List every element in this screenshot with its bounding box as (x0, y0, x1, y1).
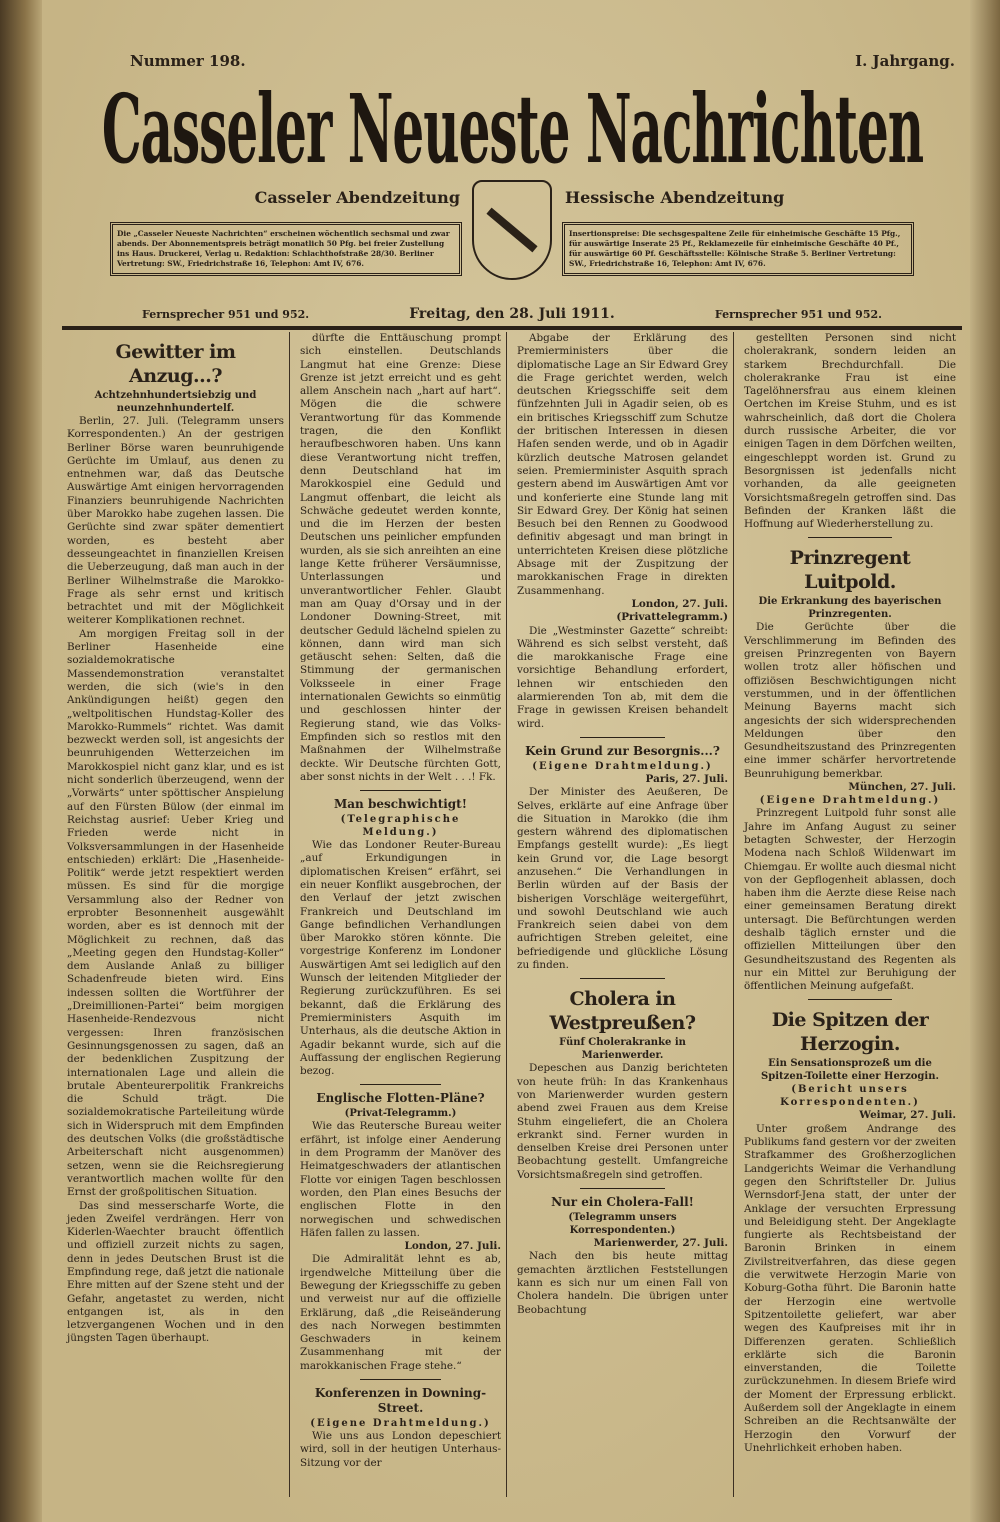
headline: Konferenzen in Downing-Street. (314, 1386, 487, 1416)
divider (360, 1084, 440, 1085)
subheadline: (Telegraphische Meldung.) (340, 814, 461, 839)
subtitle-left: Casseler Abendzeitung (254, 188, 460, 207)
article-paragraph: Wie uns aus London depeschiert wird, soll in der heutigen Unterhaus-Sitzung vor der (300, 1430, 501, 1469)
article-paragraph: Berlin, 27. Juli. (Telegramm unsers Korrespondenten.) An der gestrigen Berliner Börse waren beunruhigende Gerüchte im Umlauf, aus denen zu entnehmen war, daß das Deutsche Auswärtige Amt einigen hervorragenden Finanziers beunruhigende Nachrichten über Marokko habe zugehen lassen. Die Gerüchte sind zwar später dementiert worden, es besteht aber desseungeachtet in finanziellen Kreisen die Ueberzeugung, daß man auch in der Berliner Wilhelmstraße die Marokko-Frage als sehr ernst und kritisch betrachtet und mit der Möglichkeit weiterer Komplikationen rechnet. (67, 415, 284, 627)
column-3 (512, 332, 734, 1497)
page-edge (970, 0, 1000, 1522)
subheadline: Achtzehnhundertsiebzig und neunzehnhundertelf. (94, 390, 257, 414)
binding-edge (0, 0, 42, 1522)
subheadline: (Bericht unsers Korrespondenten.) (780, 1084, 920, 1109)
article-paragraph: Wie das Reutersche Bureau weiter erfährt, ist infolge einer Aenderung in dem Programm der Manöver des Heimatgeschwaders der atlantischen Flotte vor einigen Tagen beschlossen worden, den Plan eines Besuchs der englischen Flotte in den norwegischen und schwedischen Häfen fallen zu lassen. (300, 1120, 501, 1239)
article-columns (62, 332, 962, 1497)
divider (580, 978, 664, 979)
headline: Gewitter im Anzug...? (115, 341, 236, 387)
phone-left: Fernsprecher 951 und 952. (142, 308, 310, 321)
subheadline: Fünf Cholerakranke in Marienwerder. (559, 1037, 686, 1062)
dateline (62, 306, 962, 330)
divider (808, 999, 893, 1000)
subheadline: Die Erkrankung des bayerischen Prinzregenten. (758, 596, 942, 621)
divider (580, 737, 664, 738)
dateline-place: Weimar, 27. Juli. (859, 1109, 956, 1122)
article-paragraph: Depeschen aus Danzig berichteten von heute früh: In das Krankenhaus von Marienwerder wurden gestern abend zwei Frauen aus dem Kreise Stuhm eingeliefert, die an Cholera erkrankt sind. Ferner wurden in denselben Kreise drei Personen unter Beobachtung gestellt. Umfangreiche Vorsichtsmaßregeln sind getroffen. (517, 1062, 728, 1181)
subscription-info-box: Die „Casseler Neueste Nachrichten“ erscheinen wöchentlich sechsmal und zwar abends. Der Abonnementspreis beträgt monatlich 50 Pfg. bei freier Zustellung ins Haus. Druckerei, Verlag u. Redaktion: Schlachthofstraße 28/30. Berliner Vertretung: SW., Friedrichstraße 16, Telephon: Amt IV, 676. (110, 222, 462, 276)
dateline-place: London, 27. Juli. (404, 1240, 501, 1253)
article-paragraph: Die Gerüchte über die Verschlimmerung im Befinden des greisen Prinzregenten von Bayern wollen trotz aller höfischen und offiziösen Beschwichtigungen nicht verstummen, und in der öffentlichen Meinung Bayerns macht sich angesichts der sich widersprechenden Meldungen über den Gesundheitszustand des Prinzregenten eine immer schärfer hervortretende Beunruhigung bemerkbar. (744, 621, 956, 780)
headline: Nur ein Cholera-Fall! (551, 1195, 694, 1210)
dateline-place: Paris, 27. Juli. (645, 772, 728, 785)
subtitle-right: Hessische Abendzeitung (565, 188, 785, 207)
column-1 (62, 332, 290, 1497)
issue-number: Nummer 198. (130, 52, 246, 70)
article-paragraph: Der Minister des Aeußeren, De Selves, erklärte auf eine Anfrage über die Situation in Marokko (die ihm gestern während des diplomatischen Empfangs gestellt wurde): „Es liegt kein Grund vor, die Lage besorgt anzusehen.“ Die Verhandlungen in Berlin würden auf der Basis der bisherigen Vorschläge weitergeführt, und sowohl Deutschland wie auch Frankreich seien dabei von dem aufrichtigen Streben geleitet, eine befriedigende und glückliche Lösung zu finden. (517, 786, 728, 972)
divider (360, 1379, 440, 1380)
dateline-place: London, 27. Juli. (Privattelegramm.) (616, 597, 728, 624)
article-paragraph: Unter großem Andrange des Publikums fand gestern vor der zweiten Strafkammer des Großherzoglichen Landgerichts Weimar die Verhandlung gegen den Schriftsteller Dr. Julius Wernsdorf-Jena statt, der unter der Anklage der versuchten Erpressung und Beleidigung steht. Der Angeklagte fungierte als Rechtsbeistand der Baronin Brinken in einem Zivilstreitverfahren, das diese gegen die verwitwete Herzogin Marie von Koburg-Gotha führt. Die Baronin hatte der Herzogin eine wertvolle Spitzentoilette geliefert, war aber wegen des Kaufpreises mit ihr in Differenzen geraten. Schließlich erklärte sich die Baronin einverstanden, die Toilette zurückzunehmen. In diesem Briefe wird der Moment der Erpressung erblickt. Außerdem soll der Angeklagte in einem Schreiben an die Rechtsanwälte der Herzogin den Vorwurf der Unehrlichkeit erhoben haben. (744, 1122, 956, 1454)
headline: Kein Grund zur Besorgnis...? (525, 743, 720, 758)
subheadline: Ein Sensationsprozeß um die Spitzen-Toilette einer Herzogin. (761, 1058, 939, 1083)
headline: Die Spitzen der Herzogin. (771, 1009, 929, 1056)
advertising-info-box: Insertionspreise: Die sechsgespaltene Zeile für einheimische Geschäfte 15 Pfg., für auswärtige Inserate 25 Pf., Reklamezeile für einheimische Geschäfte 40 Pf., für auswärtige 60 Pf. Geschäftsstelle: Kölnische Straße 5. Berliner Vertretung: SW., Friedrichstraße 16, Telephon: Amt IV, 676. (562, 222, 914, 276)
dateline-place: Marienwerder, 27. Juli. (593, 1237, 728, 1250)
article-paragraph: Abgabe der Erklärung des Premierministers über die diplomatische Lage an Sir Edward Grey die Frage gerichtet werden, welch deutschen Kriegsschiffe seit dem fünfzehnten Juli in Agadir seien, ob es ein britisches Kriegsschiff zum Schutze der britischen Interessen in diesen Hafen senden werde, und ob in Agadir kürzlich deutsche Matrosen gelandet seien. Premierminister Asquith sprach gestern abend im Auswärtigen Amt vor und konferierte eine Stunde lang mit Sir Edward Grey. Der König hat seinen Besuch bei den Rennen zu Goodwood definitiv abgesagt und man bringt in unterrichteten Kreisen diese plötzliche Absage mit der Zuspitzung der marokkanischen Frage in direkten Zusammenhang. (517, 332, 728, 597)
headline: Cholera in Westpreußen? (549, 988, 696, 1035)
issue-date: Freitag, den 28. Juli 1911. (409, 306, 615, 322)
divider (360, 790, 440, 791)
subheadline: (Eigene Drahtmeldung.) (310, 1418, 491, 1430)
dateline-place: München, 27. Juli. (848, 781, 956, 794)
phone-right: Fernsprecher 951 und 952. (714, 308, 882, 321)
coat-of-arms-icon (472, 180, 552, 280)
volume-number: I. Jahrgang. (855, 52, 955, 70)
headline: Man beschwichtigt! (334, 797, 467, 812)
article-paragraph: Wie das Londoner Reuter-Bureau „auf Erkundigungen in diplomatischen Kreisen“ erfährt, sei ein neuer Konflikt ausgebrochen, der den Verlauf der jetzt zwischen Frankreich und Deutschland im Gange befindlichen Verhandlungen über Marokko stören könnte. Die vorgestrige Konferenz im Londoner Auswärtigen Amt sei lediglich auf den Wunsch der leitenden Mitglieder der Regierung zurückzuführen. Es sei bekannt, daß die Erklärung des Premierministers Asquith im Unterhaus, als die deutsche Aktion in Agadir bekannt wurde, sich auf die Auffassung der englischen Regierung bezog. (300, 839, 501, 1078)
divider (808, 537, 893, 538)
divider (580, 1188, 664, 1189)
subheadline: (Privat-Telegramm.) (344, 1108, 457, 1120)
headline: Englische Flotten-Pläne? (316, 1091, 485, 1106)
subheadline: (Telegramm unsers Korrespondenten.) (568, 1212, 677, 1237)
article-paragraph: dürfte die Enttäuschung prompt sich einstellen. Deutschlands Langmut hat eine Grenze: Diese Grenze ist jetzt erreicht und es geht allem Anschein nach „hart auf hart“. Mögen die die schwere Verantwortung für das Kommende tragen, die den Konflikt heraufbeschworen haben. Uns kann diese Verantwortung nicht treffen, denn Deutschland hat im Marokkospiel eine Geduld und Langmut offenbart, die leicht als Schwäche gedeutet werden konnte, und die im Herzen der besten Deutschen uns peinlicher empfunden wurden, als sie sich anreihten an eine lange Kette früherer Versäumnisse, Unterlassungen und unverantwortlicher Fehler. Glaubt man am Quay d'Orsay und in der Londoner Downing-Street, mit deutscher Geduld lächelnd spielen zu können, dann wird man sich getäuscht sehen: Selten, daß die Stimmung der germanischen Volksseele in einer Frage internationalen Gewichts so einmütig und geschlossen hinter der Regierung stand, wie das Volks-Empfinden sich so restlos mit den Maßnahmen der Wilhelmstraße deckte. Wir Deutsche fürchten Gott, aber sonst nichts in der Welt . . .! Fk. (300, 332, 501, 783)
headline: Prinzregent Luitpold. (789, 547, 911, 594)
article-paragraph: gestellten Personen sind nicht cholerakrank, sondern leiden an starkem Brechdurchfall. Die cholerakranke Frau ist eine Tagelöhnersfrau aus einem kleinen Oertchen im Kreise Stuhm, und es ist wahrscheinlich, daß dort die Cholera durch russische Arbeiter, die vor einigen Tagen in dem Dörfchen weilten, eingeschleppt worden ist. Grund zu Besorgnissen ist jedenfalls nicht vorhanden, da alle geeigneten Vorsichtsmaßregeln getroffen sind. Das Befinden der Kranken läßt die Hoffnung auf Wiederherstellung zu. (744, 332, 956, 531)
article-paragraph: Nach den bis heute mittag gemachten ärztlichen Feststellungen kann es sich nur um einen Fall von Cholera handeln. Die übrigen unter Beobachtung (517, 1250, 728, 1316)
column-4 (739, 332, 961, 1497)
article-paragraph: Prinzregent Luitpold fuhr sonst alle Jahre im Anfang August zu seiner betagten Schwester, der Herzogin Modena nach Schloß Wildenwart im Chiemgau. Er wollte auch diesmal nicht von der Gepflogenheit ablassen, doch haben ihm die Aerzte diese Reise nach einer gemeinsamen Beratung direkt untersagt. Die Befürchtungen werden deshalb täglich ernster und die offiziellen Mitteilungen über den Gesundheitszustand des Regenten als nur ein Mittel zur Beruhigung der öffentlichen Meinung aufgefaßt. (744, 807, 956, 993)
column-2 (295, 332, 507, 1497)
article-paragraph: Die „Westminster Gazette“ schreibt: Während es sich selbst versteht, daß die marokkanische Frage eine vorsichtige Behandlung erfordert, lehnen wir entschieden den alarmierenden Ton ab, mit dem die Frage in gewissen Kreisen behandelt wird. (517, 624, 728, 730)
subheadline: (Eigene Drahtmeldung.) (532, 760, 713, 772)
article-paragraph: Am morgigen Freitag soll in der Berliner Hasenheide eine sozialdemokratische Massendemonstration veranstaltet werden, die sich (wie's in den Ankündigungen heißt) gegen den „weltpolitischen Hundstag-Koller des Marokko-Rummels“ richtet. Was damit bezweckt werden soll, ist angesichts der beunruhigenden Wetterzeichen im Marokkospiel nicht ganz klar, und es ist nicht sonderlich überzeugend, wenn der „Vorwärts“ unter spöttischer Anspielung auf den Fürsten Bülow (der einmal im Reichstag ausrief: Ueber Krieg und Frieden werde nicht in Volksversammlungen in der Hasenheide entschieden) erklärt: Die „Hasenheide-Politik“ werde jetzt respektiert werden müssen. Es sind für die morgige Versammlung also der Redner von erprobter Besonnenheit ausgewählt worden, aber es ist dennoch mit der Möglichkeit zu rechnen, daß das „Meeting gegen den Hundstag-Koller“ dem Auslande Anlaß zu billiger Schadenfreude bieten wird. Eins indessen sollten die Wortführer der „Dreimillionen-Partei“ beim morgigen Hasenheide-Rendezvous nicht vergessen: Ihren französischen Gesinnungsgenossen zu sagen, daß an der bedenklichen Zuspitzung der internationalen Lage und allein die brutale Abenteurerpolitik Frankreichs die Schuld trägt. Die sozialdemokratische Parteileitung würde sich in Widerspruch mit dem Empfinden des deutschen Volks (die großstädtische Arbeiterschaft nicht ausgenommen) setzen, wenn sie die Reichsregierung verantwortlich machen wollte für den Ernst der großpolitischen Situation. (67, 627, 284, 1199)
article-paragraph: Die Admiralität lehnt es ab, irgendwelche Mitteilung über die Bewegung der Kriegsschiffe zu geben und verweist nur auf die offizielle Erklärung, daß „die Reiseänderung des nach Norwegen bestimmten Geschwaders in keinem Zusammenhang mit der marokkanischen Frage stehe.“ (300, 1253, 501, 1372)
subheadline: (Eigene Drahtmeldung.) (759, 795, 941, 807)
article-paragraph: Das sind messerscharfe Worte, die jeden Zweifel verdrängen. Herr von Kiderlen-Waechter braucht öffentlich und offiziell zurzeit nichts zu sagen, denn in jedes Deutschen Brust ist die Empfindung rege, daß jetzt die nationale Ehre mitten auf der Szene steht und der Gefahr, angetastet zu werden, nicht entgangen ist, als in den letzvergangenen Wochen und in den jüngsten Tagen überhaupt. (67, 1199, 284, 1345)
newspaper-title: Casseler Neueste Nachrichten (101, 72, 924, 185)
